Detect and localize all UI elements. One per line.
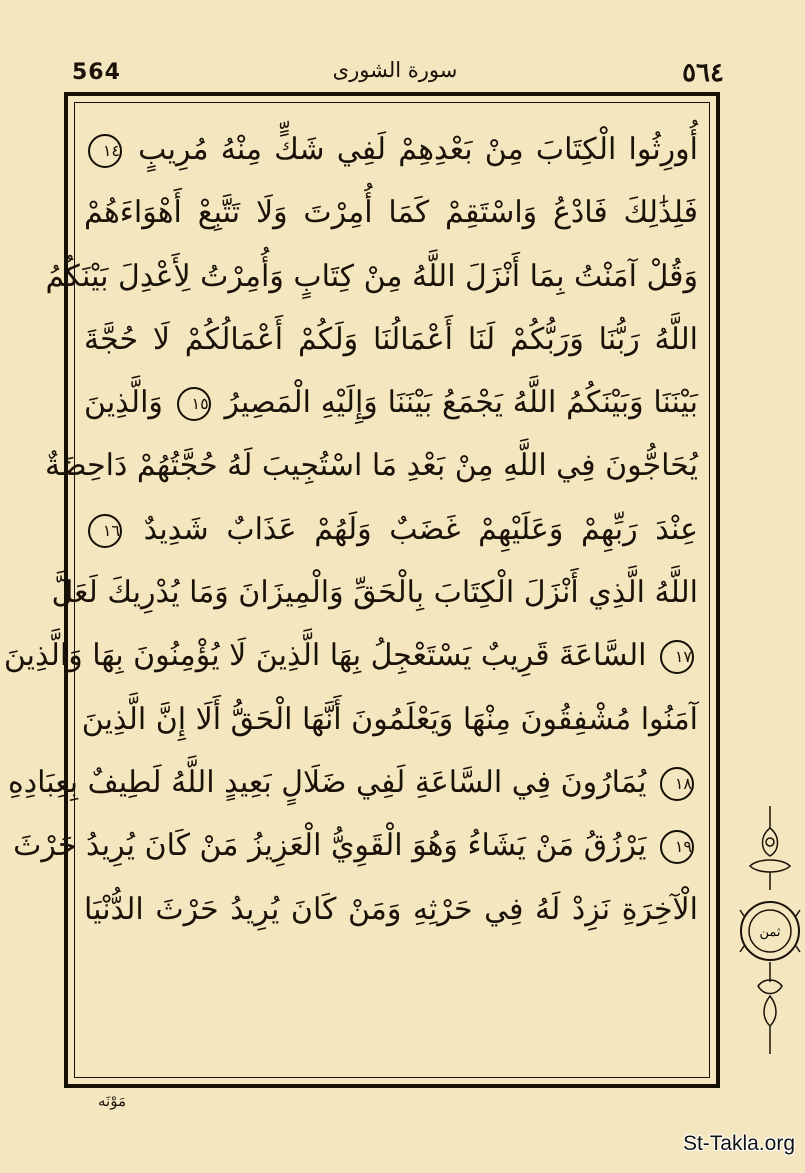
text-line-12 (13, 814, 698, 877)
text-line-8 (51, 561, 698, 624)
text-line-11 (8, 751, 698, 814)
verse-text: آمَنُوا مُشْفِقُونَ مِنْهَا وَيَعْلَمُونَ أَنَّهَا الْحَقُّ أَلَا إِنَّ الَّذِينَ (81, 701, 698, 737)
text-line-10 (81, 688, 698, 751)
text-line-13 (84, 878, 698, 941)
text-line-4 (84, 308, 698, 371)
verse-text: فَلِذَٰلِكَ فَادْعُ وَاسْتَقِمْ كَمَا أُمِرْتَ وَلَا تَتَّبِعْ أَهْوَاءَهُمْ (84, 195, 698, 231)
verse-text: اللَّهُ الَّذِي أَنْزَلَ الْكِتَابَ بِالْحَقِّ وَالْمِيزَانَ وَمَا يُدْرِيكَ لَعَلَّ (51, 575, 698, 611)
text-line-6 (45, 434, 698, 497)
verse-text: السَّاعَةَ قَرِيبٌ يَسْتَعْجِلُ بِهَا الَّذِينَ لَا يُؤْمِنُونَ بِهَا وَالَّذِينَ (3, 638, 647, 674)
quran-text-block (3, 118, 698, 1068)
verse-text: يُحَاجُّونَ فِي اللَّهِ مِنْ بَعْدِ مَا اسْتُجِيبَ لَهُ حُجَّتُهُمْ دَاحِضَةٌ (45, 448, 698, 484)
watermark: St-Takla.org (682, 1132, 795, 1155)
text-line-2 (84, 181, 698, 244)
text-line-5 (84, 371, 698, 434)
verse-text: وَقُلْ آمَنْتُ بِمَا أَنْزَلَ اللَّهُ مِنْ كِتَابٍ وَأُمِرْتُ لِأَعْدِلَ بَيْنَكُمُ (45, 258, 698, 294)
verse-text: وَالَّذِينَ (84, 385, 163, 421)
ayah-number-marker: ١٦ (88, 514, 122, 548)
page-header (60, 56, 730, 90)
text-line-1 (84, 118, 698, 181)
verse-text: أُورِثُوا الْكِتَابَ مِنْ بَعْدِهِمْ لَفِي شَكٍّ مِنْهُ مُرِيبٍ (138, 132, 698, 167)
ayah-number-marker: ١٥ (177, 387, 211, 421)
page-number-latin: 564 (72, 60, 121, 85)
surah-title: سورة الشورى (332, 58, 458, 82)
ayah-number-marker: ١٤ (88, 134, 122, 168)
page-number-arabic: ٥٦٤ (682, 58, 724, 88)
ayah-number-marker: ١٩ (660, 830, 694, 864)
verse-text: اللَّهُ رَبُّنَا وَرَبُّكُمْ لَنَا أَعْمَالُنَا وَلَكُمْ أَعْمَالُكُمْ لَا حُجَّةَ (84, 321, 698, 357)
verse-text: يَرْزُقُ مَنْ يَشَاءُ وَهُوَ الْقَوِيُّ الْعَزِيزُ مَنْ كَانَ يُرِيدُ حَرْثَ (13, 828, 647, 864)
verse-text: يُمَارُونَ فِي السَّاعَةِ لَفِي ضَلَالٍ بَعِيدٍ اللَّهُ لَطِيفٌ بِعِبَادِهِ (8, 764, 647, 800)
text-line-3 (45, 245, 698, 308)
text-line-9 (3, 624, 698, 687)
hizb-marker-text: ثمن (759, 925, 781, 940)
text-line-7 (84, 498, 698, 561)
catchword: مَوْنَه (98, 1092, 127, 1110)
ayah-number-marker: ١٧ (660, 640, 694, 674)
verse-text: الْآخِرَةِ نَزِدْ لَهُ فِي حَرْثِهِ وَمَنْ كَانَ يُرِيدُ حَرْثَ الدُّنْيَا (84, 891, 698, 927)
ayah-number-marker: ١٨ (660, 767, 694, 801)
verse-text: عِنْدَ رَبِّهِمْ وَعَلَيْهِمْ غَضَبٌ وَلَهُمْ عَذَابٌ شَدِيدٌ (143, 511, 698, 547)
verse-text: بَيْنَنَا وَبَيْنَكُمُ اللَّهُ يَجْمَعُ بَيْنَنَا وَإِلَيْهِ الْمَصِيرُ (224, 385, 698, 421)
hizb-quarter-ornament-icon (738, 806, 800, 1056)
